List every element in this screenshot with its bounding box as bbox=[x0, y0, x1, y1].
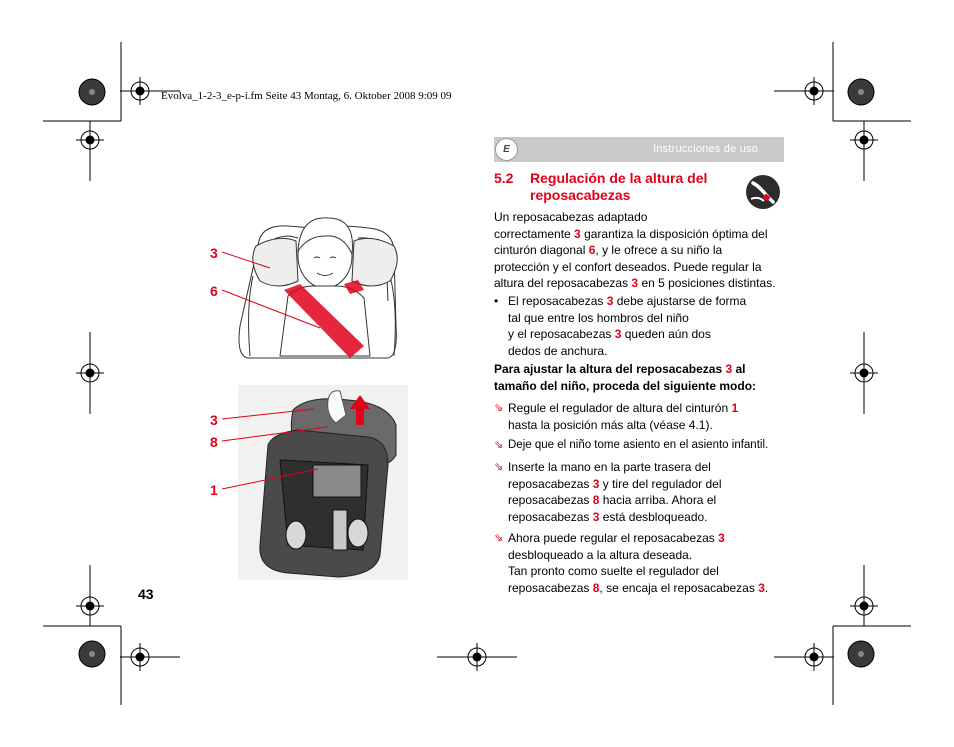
callout-8: 8 bbox=[210, 434, 218, 450]
bullet-dot: • bbox=[494, 294, 499, 308]
headrest-adjuster-illustration bbox=[210, 385, 413, 585]
step-arrow-icon: ⇘ bbox=[494, 461, 504, 473]
callout-1: 1 bbox=[210, 482, 218, 498]
step-arrow-icon: ⇘ bbox=[494, 439, 504, 451]
section-title: Regulación de la altura del reposacabezas bbox=[530, 170, 708, 203]
seatbelt-icon bbox=[745, 174, 781, 210]
section-number: 5.2 bbox=[494, 170, 514, 186]
step-arrow-icon: ⇘ bbox=[494, 532, 504, 544]
intro-paragraph: Un reposacabezas adaptado correctamente 3 garantiza la disposición óptima del cinturón diagonal 6, y le ofrece a su niño la protección y el confort deseados. Puede regular la altura del reposacabezas 3 en 5 posiciones distintas. bbox=[494, 210, 776, 290]
header-bar bbox=[494, 137, 784, 162]
child-seat-illustration bbox=[210, 206, 413, 366]
language-e-icon: E bbox=[495, 138, 518, 161]
print-header: Evolva_1-2-3_e-p-i.fm Seite 43 Montag, 6. Oktober 2008 9:09 09 bbox=[161, 90, 452, 102]
callout-3: 3 bbox=[210, 412, 218, 428]
step-arrow-icon: ⇘ bbox=[494, 402, 504, 414]
callout-6: 6 bbox=[210, 283, 218, 299]
instruction-heading: Para ajustar la altura del reposacabezas 3 al tamaño del niño, proceda del siguiente modo: bbox=[494, 362, 757, 393]
header-title: Instrucciones de uso bbox=[653, 143, 758, 155]
callout-3: 3 bbox=[210, 245, 218, 261]
page-number: 43 bbox=[138, 586, 154, 602]
